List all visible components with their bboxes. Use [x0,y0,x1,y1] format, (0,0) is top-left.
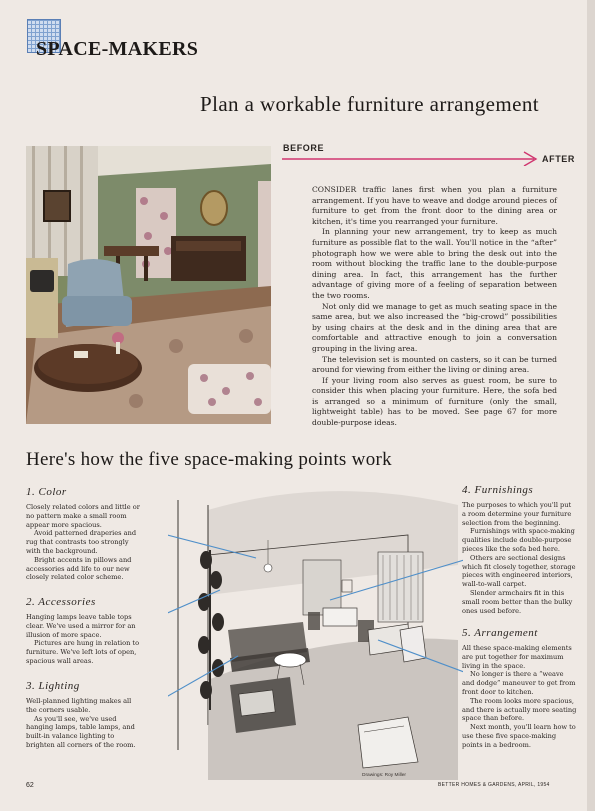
before-label: BEFORE [283,143,325,153]
point-paragraph: Bright accents in pillows and accessories add life to our new closely related color scheme. [26,555,132,582]
body-paragraph: In planning your new arrangement, try to keep as much furniture as possible flat to the wall. You'll notice in the “after” photograph how we were able to bring the desk out into the room without blocking the traffic lane to the double-purpose dining area. In fact, this arrangement has the further advantage of giving more of a feeling of separation between the two rooms. [312,227,557,300]
body-paragraph: Not only did we manage to get as much seating space in the same area, but we also increased the “big-crowd” possibilities by using chairs at the desk and in the dining area that are comfortable and attractive enough to join a conversation grouping in the living area. [312,301,557,353]
point-paragraph: Pictures are hung in relation to furniture. We've left lots of open, spacious wall areas. [26,639,140,665]
point-paragraph: Closely related colors and little or no pattern make a small room appear more spacious. [26,503,140,529]
point-body [26,697,141,750]
point-title: 5. Arrangement [462,627,538,639]
point-title: 4. Furnishings [462,484,534,496]
article-body [312,185,557,429]
point-body [462,644,577,750]
page-title: Plan a workable furniture arrangement [200,92,539,116]
point-paragraph: All these space-making elements are put together for maximum living in the space. [462,644,572,670]
point-body [462,501,577,615]
point-paragraph: Well-planned lighting makes all the corners usable. [26,697,132,714]
point-furnishings [462,484,577,615]
body-paragraph: If your living room also serves as guest room, be sure to consider this when placing your furniture. Here, the sofa bed is arranged so a minimum of furniture (only the small, lightweight table) has to be moved. See page 67 for more double-purpose ideas. [312,375,557,428]
point-paragraph: Slender armchairs fit in this small room better than the bulky ones used before. [462,588,573,615]
before-room-photo [26,146,271,424]
section-label: SPACE-MAKERS [36,38,199,60]
point-arrangement [462,627,577,750]
point-title: 3. Lighting [26,680,80,692]
drawing-credit: Drawings: Roy Miller [362,773,406,778]
body-paragraph: CONSIDER traffic lanes first when you plan a furniture arrangement. If you have to weave and dodge around pieces of furniture to get from the front door to the dining area or kitchen, it's time you rearranged your furniture. [312,185,557,226]
point-lighting [26,680,141,750]
point-paragraph: No longer is there a “weave and dodge” maneuver to get from front door to kitchen. [462,670,576,696]
point-paragraph: Next month, you'll learn how to use these five space-making points in a bedroom. [462,723,576,749]
point-paragraph: The room looks more spacious, and there is actually more seating space than before. [462,696,577,723]
point-accessories [26,596,141,666]
point-paragraph: Furnishings with space-making qualities include double-purpose pieces like the sofa bed here. [462,527,575,553]
after-label: AFTER [542,154,575,164]
point-paragraph: The purposes to which you'll put a room determine your furniture selection from the beginning. [462,501,572,527]
before-after-arrow-icon [280,150,542,166]
page-edge [587,0,595,811]
point-title: 1. Color [26,486,67,498]
point-paragraph: As you'll see, we've used hanging lamps, table lamps, and built-in valance lighting to brighten all corners of the room. [26,714,136,749]
publication-footer: BETTER HOMES & GARDENS, APRIL, 1954 [438,782,550,788]
body-paragraph: The television set is mounted on casters, so it can be turned around for viewing from either the living or dining area. [312,354,557,375]
point-title: 2. Accessories [26,596,96,608]
after-room-drawing [168,480,463,780]
point-body [26,613,141,666]
page-number: 62 [26,782,34,789]
point-color [26,486,141,582]
point-paragraph: Hanging lamps leave table tops clear. We've used a mirror for an illusion of more space. [26,613,136,639]
section-heading: Here's how the five space-making points work [26,449,392,470]
point-paragraph: Others are sectional designs which fit closely together, storage pieces with engineered interiors, wall-to-wall carpet. [462,553,576,589]
point-paragraph: Avoid patterned draperies and rug that contrasts too strongly with the background. [26,529,137,555]
point-body [26,503,141,582]
